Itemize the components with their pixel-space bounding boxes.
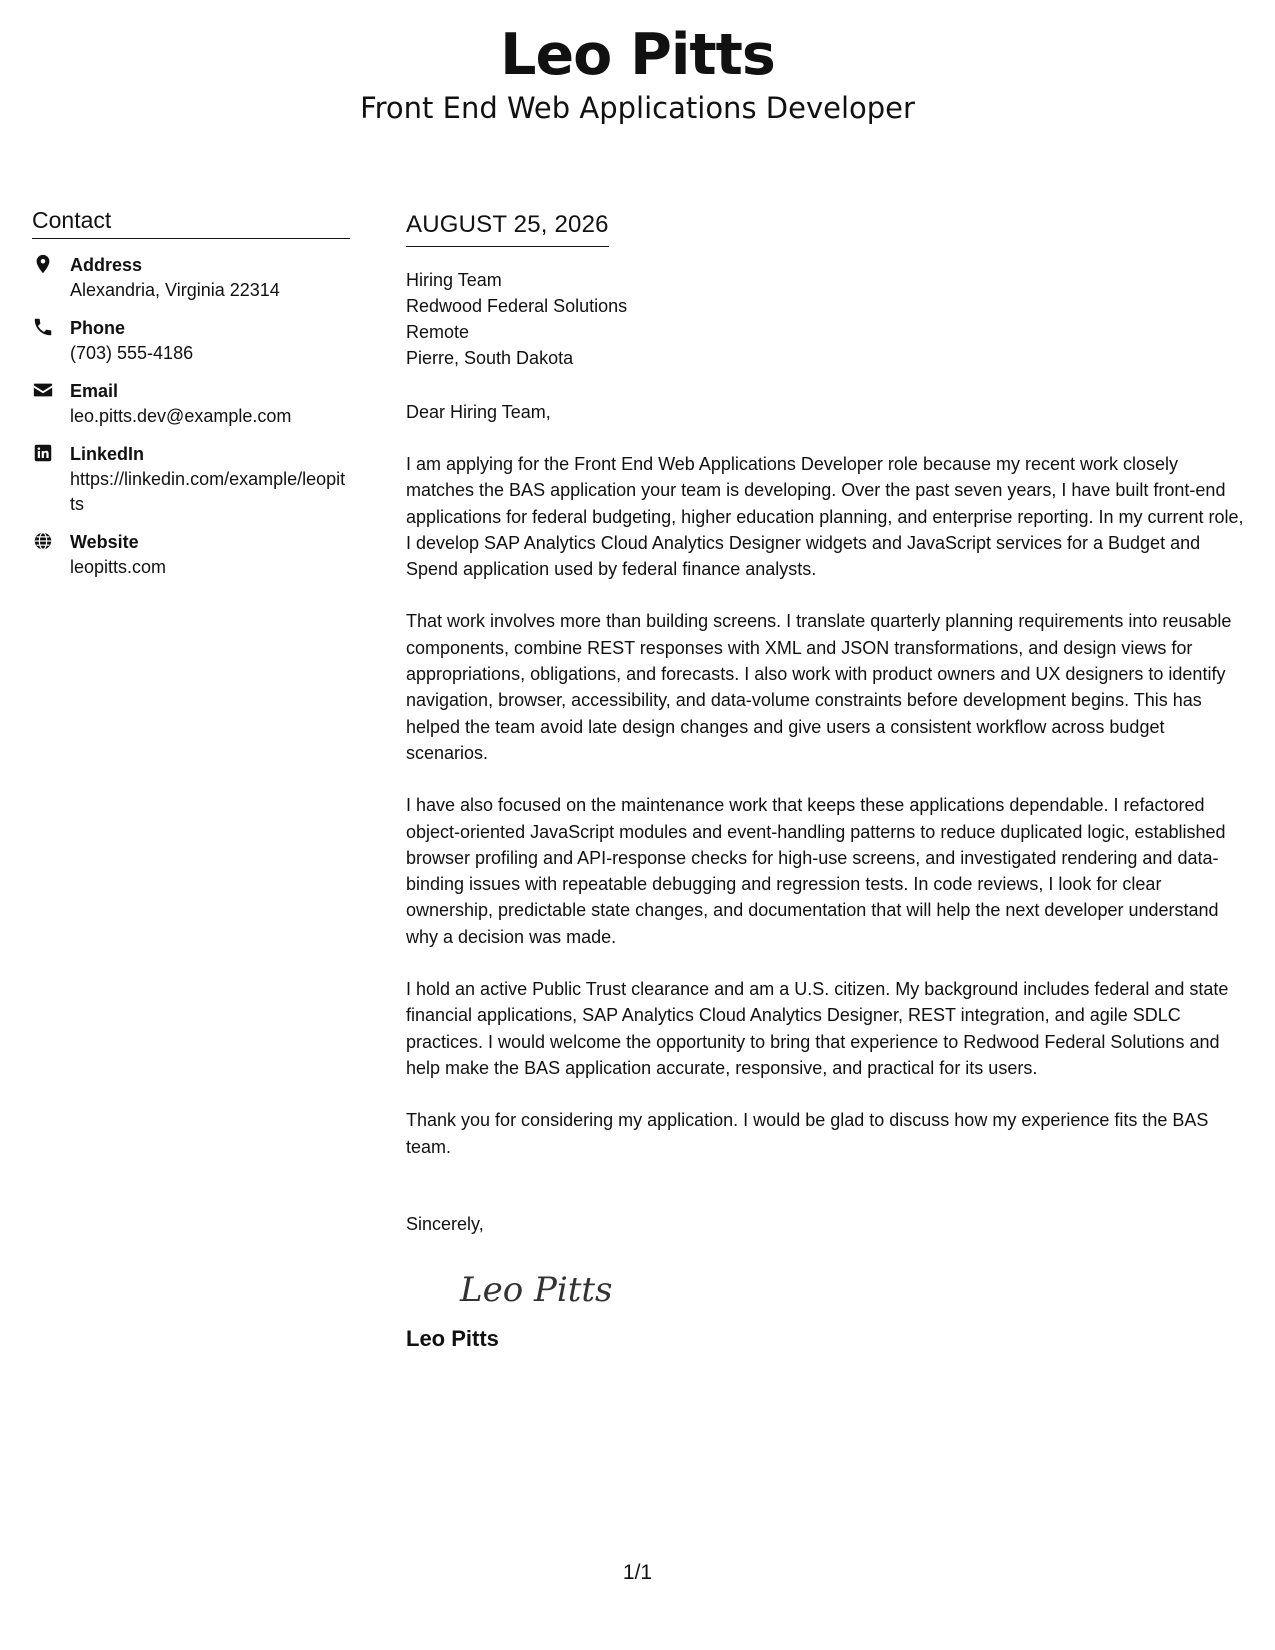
contact-label: Phone: [70, 318, 126, 338]
signature-text: Leo Pitts: [460, 1269, 613, 1310]
contact-linkedin: [32, 442, 350, 517]
recipient-line: Hiring Team: [406, 270, 502, 290]
contact-address: [32, 253, 350, 303]
contact-value: (703) 555-4186: [70, 343, 194, 363]
recipient-line: Remote: [406, 322, 470, 342]
applicant-name: Leo Pitts: [500, 22, 775, 88]
closing: Sincerely,: [406, 1213, 484, 1234]
contact-value: leo.pitts.dev@example.com: [70, 406, 292, 426]
contact-label: LinkedIn: [70, 444, 145, 464]
letter-body: [406, 210, 1246, 1353]
letter-paragraph: I am applying for the Front End Web Applications Developer role because my recent work closely matches the BAS application your team is developing. Over the past seven years, I have built front-end applications for federal budgeting, higher education planning, and enterprise reporting. In my current role, I develop SAP Analytics Cloud Analytics Designer widgets and JavaScript services for a Budget and Spend application used by federal finance analysts.: [406, 454, 1244, 580]
salutation: Dear Hiring Team,: [406, 402, 551, 422]
letter-header: [0, 22, 1275, 126]
letter-paragraph: I have also focused on the maintenance work that keeps these applications dependable. I refactored object-oriented JavaScript modules and event-handling patterns to reduce duplicated logic, established browser profiling and API-response checks for high-use screens, and investigated rendering and data-binding issues with repeatable debugging and regression tests. In code reviews, I look for clear ownership, predictable state changes, and documentation that will help the next developer understand why a decision was made.: [406, 795, 1226, 947]
recipient-block: [406, 267, 1246, 371]
contact-label: Email: [70, 381, 119, 401]
contact-value: Alexandria, Virginia 22314: [70, 280, 280, 300]
contact-phone: [32, 316, 350, 366]
envelope-icon: [32, 379, 54, 401]
letter-paragraph: Thank you for considering my application. I would be glad to discuss how my experience fits the BAS team.: [406, 1110, 1209, 1157]
contact-sidebar: [32, 206, 350, 593]
letter-paragraph: I hold an active Public Trust clearance and am a U.S. citizen. My background includes federal and state financial applications, SAP Analytics Cloud Analytics Designer, REST integration, and agile SDLC practices. I would welcome the opportunity to bring that experience to Redwood Federal Solutions and help make the BAS application accurate, responsive, and practical for its users.: [406, 979, 1229, 1078]
map-pin-icon: [32, 253, 54, 275]
page-number: 1/1: [622, 1561, 653, 1584]
signer-name: Leo Pitts: [406, 1325, 499, 1351]
contact-heading: Contact: [32, 206, 350, 239]
signature-image: [456, 1259, 636, 1319]
globe-icon: [32, 530, 54, 552]
contact-value[interactable]: leopitts.com: [70, 557, 167, 577]
contact-website: [32, 530, 350, 580]
contact-email: [32, 379, 350, 429]
recipient-line: Pierre, South Dakota: [406, 348, 574, 368]
letter-paragraph: That work involves more than building screens. I translate quarterly planning requirements into reusable components, combine REST responses with XML and JSON transformations, and design views for appropriations, obligations, and forecasts. I also work with product owners and UX designers to identify navigation, browser, accessibility, and data-volume constraints before development begins. This has helped the team avoid late design changes and give users a consistent workflow across budget scenarios.: [406, 611, 1232, 763]
linkedin-icon: [32, 442, 54, 464]
contact-value[interactable]: https://linkedin.com/example/leopitts: [70, 469, 346, 514]
applicant-role: Front End Web Applications Developer: [360, 91, 915, 125]
contact-label: Address: [70, 255, 143, 275]
letter-date: AUGUST 25, 2026: [406, 210, 609, 247]
contact-label: Website: [70, 532, 139, 552]
phone-icon: [32, 316, 54, 338]
recipient-line: Redwood Federal Solutions: [406, 296, 628, 316]
